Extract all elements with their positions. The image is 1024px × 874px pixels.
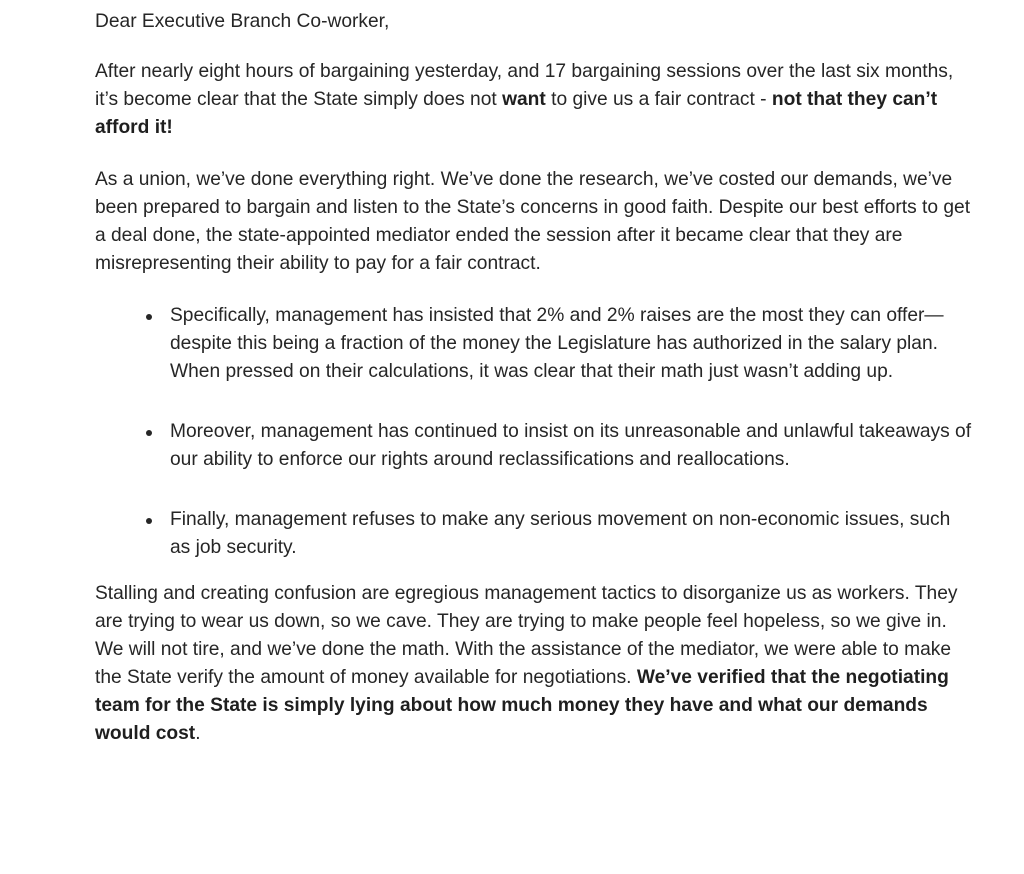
bullet-text: Moreover, management has continued to insist on its unreasonable and unlawful takeaways of our ability to enforce our rights around reclassifications and reallocations. — [170, 421, 972, 470]
bullet-dot-icon — [146, 314, 152, 320]
bullet-list — [95, 302, 975, 562]
paragraph-2: As a union, we’ve done everything right. We’ve done the research, we’ve costed our demands, we’ve been prepared to bargain and listen to the State’s concerns in good faith. Despite our best efforts to get a deal done, the state-appointed mediator ended the session after it became clear that they are misrepresenting their ability to pay for a fair contract. — [95, 169, 971, 274]
bullet-text: Specifically, management has insisted that 2% and 2% raises are the most they can offer—despite this being a fraction of the money the Legislature has authorized in the salary plan. When pressed on their calculations, it was clear that their math just wasn’t adding up. — [170, 305, 944, 382]
paragraph-1-text-1: After nearly eight hours of bargaining yesterday, and 17 bargaining sessions over the last six months, it’s become clear that the State simply does not — [95, 61, 954, 110]
bullet-dot-icon — [146, 430, 152, 436]
bullet-item — [95, 418, 975, 474]
paragraph-1 — [95, 58, 975, 142]
bullet-item — [95, 506, 975, 562]
paragraph-3 — [95, 580, 975, 748]
paragraph-3-bold-1: We’ve verified that the negotiating team for the State is simply lying about how much money they have and what our demands would cost — [95, 667, 949, 744]
greeting: Dear Executive Branch Co-worker, — [95, 11, 390, 32]
paragraph-1-text-2: to give us a fair contract - — [545, 89, 772, 110]
paragraph-3-text-2: . — [195, 723, 201, 744]
paragraph-1-bold-2: not that they can’t afford it! — [95, 89, 938, 138]
bullet-dot-icon — [146, 518, 152, 524]
bullet-text: Finally, management refuses to make any serious movement on non-economic issues, such as job security. — [170, 509, 951, 558]
bullet-item — [95, 302, 975, 386]
letter-body — [95, 8, 975, 772]
paragraph-1-bold-1: want — [502, 89, 546, 110]
paragraph-3-text-1: Stalling and creating confusion are egregious management tactics to disorganize us as workers. They are trying to wear us down, so we cave. They are trying to make people feel hopeless, so we give in. We will not tire, and we’ve done the math. With the assistance of the mediator, we were able to make the State verify the amount of money available for negotiations. — [95, 583, 958, 688]
